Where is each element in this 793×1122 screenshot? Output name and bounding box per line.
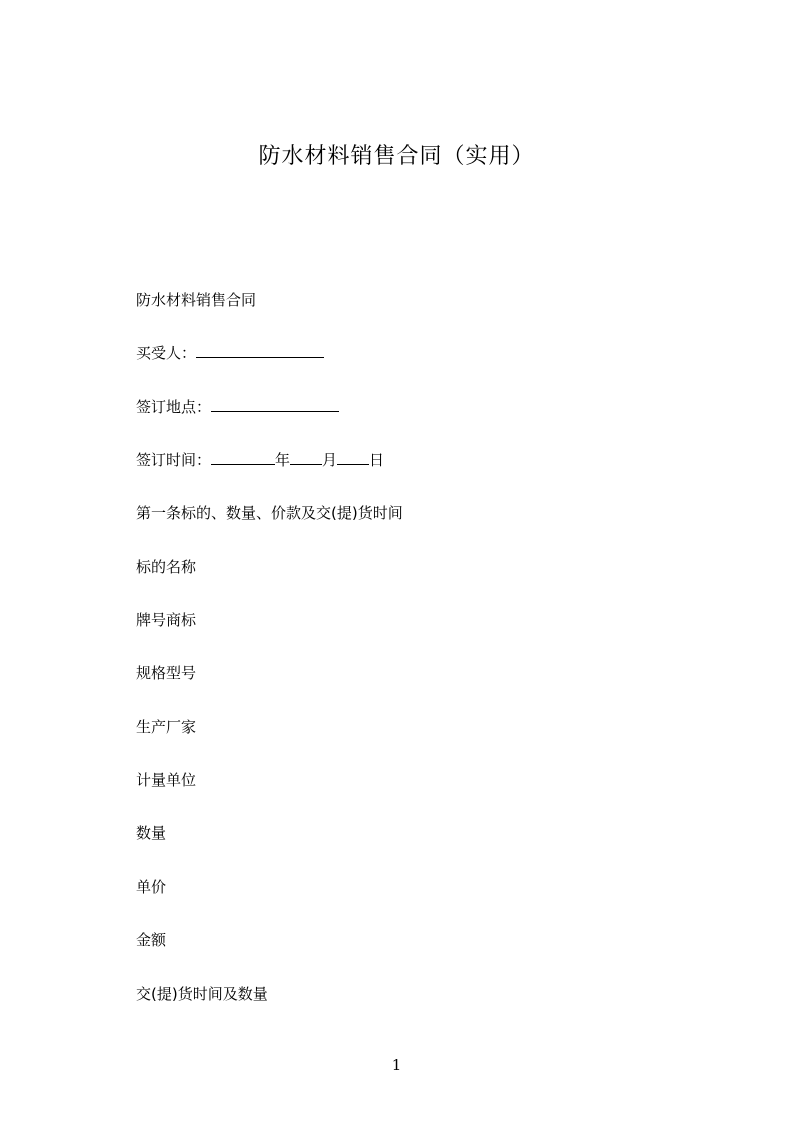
- month-blank: [290, 450, 322, 465]
- article-1-heading: 第一条标的、数量、价款及交(提)货时间: [136, 504, 403, 522]
- item-amount: 金额: [136, 931, 167, 949]
- item-manufacturer: 生产厂家: [136, 718, 197, 736]
- sign-place-blank: [211, 397, 339, 412]
- sign-time-line: [136, 450, 384, 470]
- day-blank: [337, 450, 369, 465]
- contract-subtitle: 防水材料销售合同: [136, 291, 257, 309]
- buyer-blank: [196, 343, 324, 358]
- sign-time-label: 签订时间：: [136, 451, 212, 469]
- sign-place-label: 签订地点：: [136, 398, 212, 416]
- month-label: 月: [322, 451, 338, 469]
- item-brand-trademark: 牌号商标: [136, 611, 197, 629]
- buyer-line: [136, 343, 324, 363]
- sign-place-line: [136, 397, 339, 417]
- page-title: 防水材料销售合同（实用）: [258, 144, 535, 169]
- item-delivery-time-quantity: 交(提)货时间及数量: [136, 985, 268, 1003]
- page-number: 1: [391, 1056, 402, 1074]
- item-specification-model: 规格型号: [136, 664, 197, 682]
- item-quantity: 数量: [136, 824, 167, 842]
- buyer-label: 买受人：: [136, 344, 197, 362]
- year-label: 年: [275, 451, 291, 469]
- year-blank: [211, 450, 275, 465]
- item-unit-of-measure: 计量单位: [136, 771, 197, 789]
- item-unit-price: 单价: [136, 878, 167, 896]
- item-subject-name: 标的名称: [136, 558, 197, 576]
- day-label: 日: [369, 451, 385, 469]
